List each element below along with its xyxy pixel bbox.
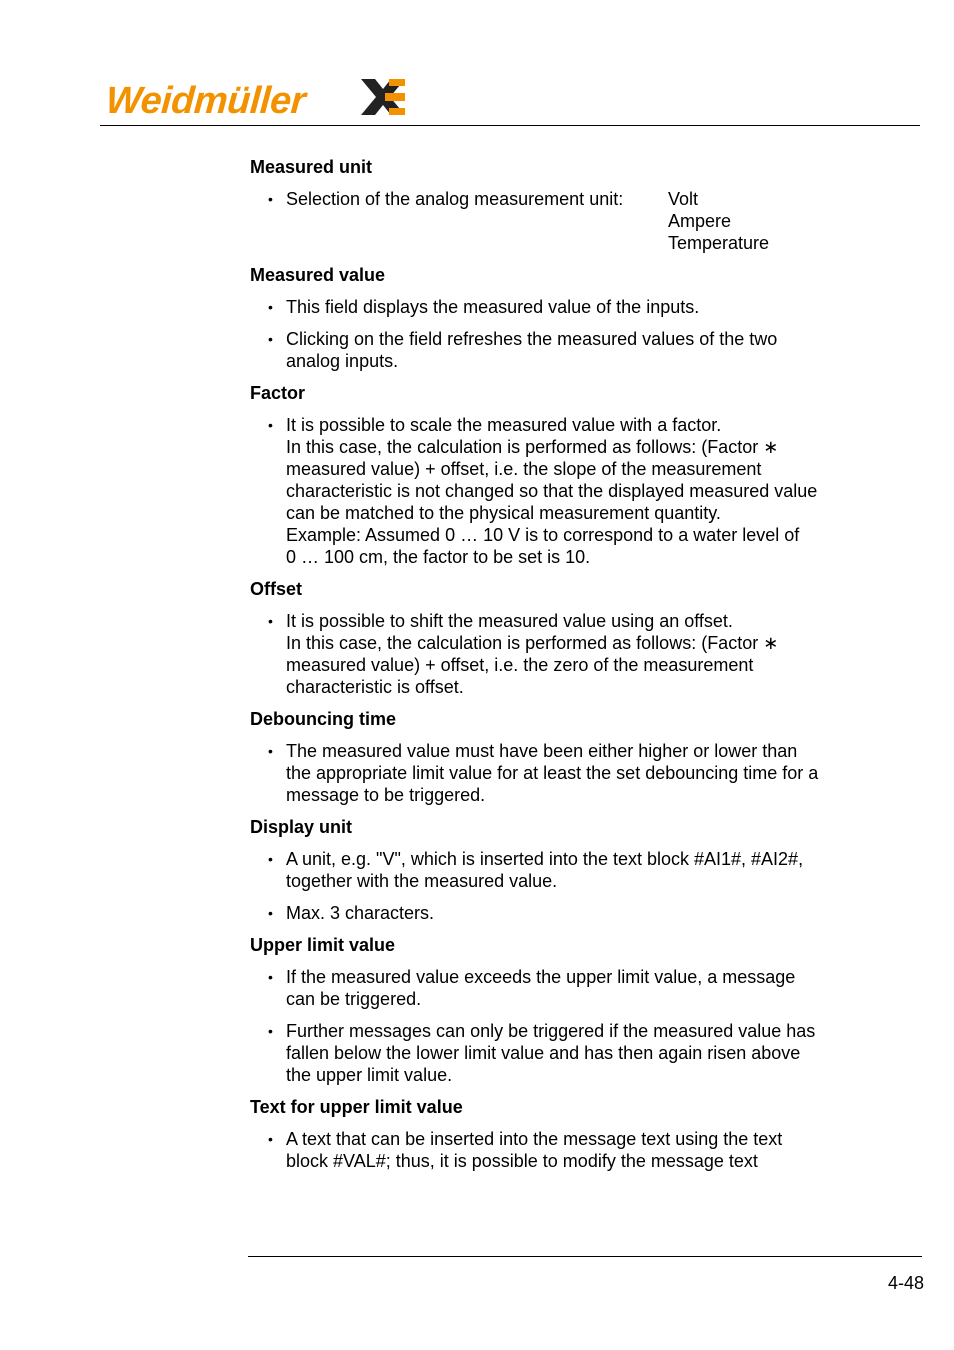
unit-option: Volt: [668, 189, 699, 209]
bullet-list: [250, 610, 870, 698]
bullet-icon: •: [268, 1023, 273, 1039]
section: [250, 156, 870, 254]
text-line: block #VAL#; thus, it is possible to modify the message text: [286, 1151, 758, 1171]
list-item: [250, 740, 870, 806]
text-line: This field displays the measured value of the inputs.: [286, 297, 700, 317]
text-line: fallen below the lower limit value and has then again risen above: [286, 1043, 801, 1063]
section-title: Upper limit value: [250, 935, 396, 955]
section: [250, 264, 870, 372]
unit-option: Temperature: [668, 233, 770, 253]
document-body: [250, 156, 870, 1182]
list-item: [250, 296, 870, 318]
list-item: [250, 902, 870, 924]
bullet-icon: •: [268, 1131, 273, 1147]
section-title: Display unit: [250, 817, 353, 837]
text-line: Clicking on the field refreshes the measured values of the two: [286, 329, 778, 349]
section-title: Factor: [250, 383, 306, 403]
section-title: Debouncing time: [250, 709, 397, 729]
bullet-icon: •: [268, 851, 273, 867]
bullet-icon: •: [268, 331, 273, 347]
bullet-list: [250, 296, 870, 372]
bullet-icon: •: [268, 905, 273, 921]
section: [250, 382, 870, 568]
text-line: the appropriate limit value for at least the set debouncing time for a: [286, 763, 819, 783]
bullet-list: [250, 848, 870, 924]
text-line: A text that can be inserted into the message text using the text: [286, 1129, 783, 1149]
list-item: [250, 848, 870, 892]
text-line: The measured value must have been either higher or lower than: [286, 741, 798, 761]
section-title: Measured value: [250, 265, 386, 285]
bullet-list: [250, 740, 870, 806]
weidmuller-cross-icon: [359, 76, 407, 118]
text-line: Example: Assumed 0 … 10 V is to correspond to a water level of: [286, 525, 800, 545]
text-line: Further messages can only be triggered if the measured value has: [286, 1021, 816, 1041]
bullet-icon: •: [268, 299, 273, 315]
bullet-list: [250, 966, 870, 1086]
text-line: the upper limit value.: [286, 1065, 453, 1085]
text-line: Selection of the analog measurement unit:: [286, 189, 624, 209]
text-line: In this case, the calculation is performed as follows: (Factor ∗: [286, 633, 779, 653]
text-line: characteristic is not changed so that the displayed measured value: [286, 481, 818, 501]
list-item: [250, 328, 870, 372]
unit-options: [668, 188, 769, 254]
section: [250, 816, 870, 924]
section: [250, 1096, 870, 1172]
bullet-icon: •: [268, 191, 273, 207]
bullet-list: [250, 414, 870, 568]
text-line: Max. 3 characters.: [286, 903, 435, 923]
list-item: [250, 188, 870, 254]
text-line: analog inputs.: [286, 351, 399, 371]
page-number: 4-48: [887, 1273, 924, 1293]
bullet-icon: •: [268, 613, 273, 629]
text-line: characteristic is offset.: [286, 677, 464, 697]
bullet-list: [250, 188, 870, 254]
bullet-list: [250, 1128, 870, 1172]
text-line: If the measured value exceeds the upper limit value, a message: [286, 967, 796, 987]
footer-divider: [248, 1256, 922, 1257]
unit-option: Ampere: [668, 211, 732, 231]
text-line: It is possible to scale the measured value with a factor.: [286, 415, 722, 435]
section: [250, 708, 870, 806]
header-divider: [100, 125, 920, 126]
section-title: Text for upper limit value: [250, 1097, 463, 1117]
list-item: [250, 966, 870, 1010]
section-title: Measured unit: [250, 157, 373, 177]
text-line: In this case, the calculation is performed as follows: (Factor ∗: [286, 437, 779, 457]
bullet-icon: •: [268, 743, 273, 759]
brand-logo-text: Weidmüller: [104, 80, 307, 122]
section: [250, 578, 870, 698]
text-line: together with the measured value.: [286, 871, 558, 891]
bullet-icon: •: [268, 969, 273, 985]
text-line: measured value) + offset, i.e. the slope of the measurement: [286, 459, 762, 479]
text-line: message to be triggered.: [286, 785, 486, 805]
text-line: 0 … 100 cm, the factor to be set is 10.: [286, 547, 591, 567]
list-item: [250, 1020, 870, 1086]
section: [250, 934, 870, 1086]
text-line: can be triggered.: [286, 989, 422, 1009]
page-header: [0, 0, 954, 130]
list-item: [250, 414, 870, 568]
text-line: can be matched to the physical measurement quantity.: [286, 503, 721, 523]
list-item: [250, 1128, 870, 1172]
section-title: Offset: [250, 579, 303, 599]
text-line: measured value) + offset, i.e. the zero of the measurement: [286, 655, 754, 675]
list-item: [250, 610, 870, 698]
text-line: A unit, e.g. "V", which is inserted into the text block #AI1#, #AI2#,: [286, 849, 804, 869]
text-line: It is possible to shift the measured value using an offset.: [286, 611, 733, 631]
bullet-icon: •: [268, 417, 273, 433]
